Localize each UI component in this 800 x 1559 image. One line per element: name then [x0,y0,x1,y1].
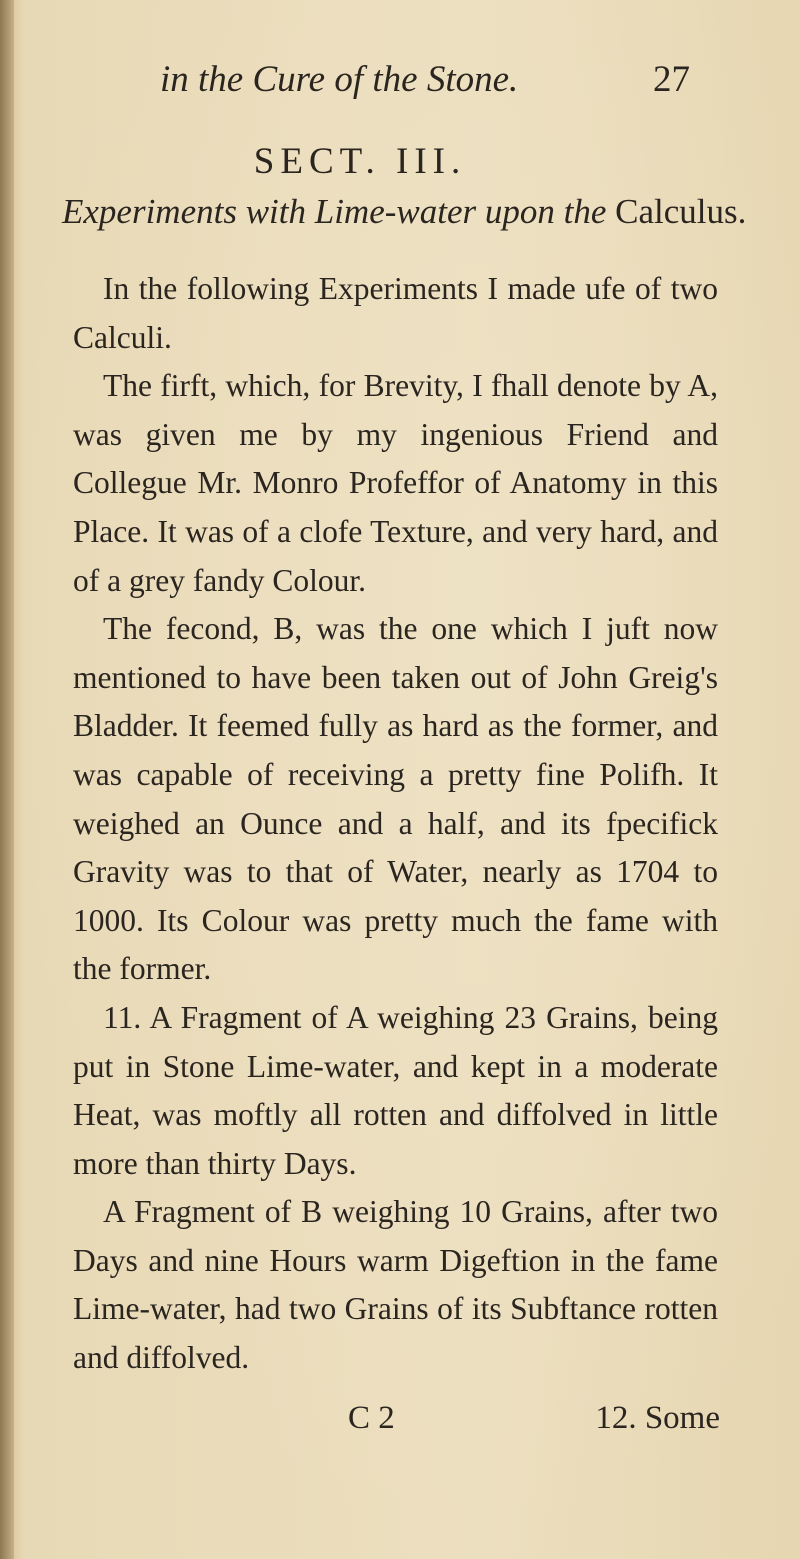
body-text [73,265,718,1383]
page-number: 27 [653,59,690,100]
section-subtitle [62,192,747,232]
subtitle-italic: Experiments with Lime-water upon the [62,192,607,231]
page-footer [330,1400,720,1444]
paragraph-fragment-b: A Fragment of B weighing 10 Grains, after two Days and nine Hours warm Digeftion in the fame Lime-water, had two Grains of its Subftance rotten and diffolved. [73,1194,718,1376]
section-heading: SECT. III. [253,141,467,182]
subtitle-roman: Calculus. [615,192,747,231]
signature-mark: C 2 [348,1400,395,1436]
page-header [160,58,690,108]
page-gutter-shadow [0,0,14,1559]
running-title: in the Cure of the Stone. [160,59,519,100]
paragraph-experiment-11: 11. A Fragment of A weighing 23 Grains, being put in Stone Lime-water, and kept in a moderate Heat, was moftly all rotten and diffolved in little more than thirty Days. [73,999,718,1181]
paragraph-calculus-a: The firft, which, for Brevity, I fhall denote by A, was given me by my ingenious Friend and Collegue Mr. Monro Profeffor of Anatomy in this Place. It was of a clofe Texture, and very hard, and of a grey fandy Colour. [73,368,718,598]
paragraph-calculus-b: The fecond, B, was the one which I juft now mentioned to have been taken out of John Greig's Bladder. It feemed fully as hard as the former, and was capable of receiving a pretty fine Polifh. It weighed an Ounce and a half, and its fpecifick Gravity was to that of Water, nearly as 1704 to 1000. Its Colour was pretty much the fame with the former. [73,611,718,987]
paragraph-calculi-intro: In the following Experiments I made ufe of two Calculi. [73,271,718,355]
catchword: 12. Some [595,1400,720,1436]
